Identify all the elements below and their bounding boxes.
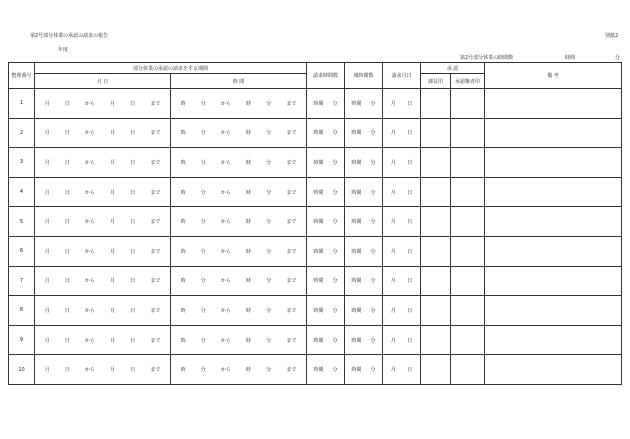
request-hours-cell[interactable]	[307, 148, 345, 178]
approver-seal-cell[interactable]	[451, 266, 485, 296]
table-row	[9, 118, 622, 148]
row-label: 分	[266, 219, 272, 226]
row-label: から	[220, 130, 231, 137]
row-label: 日	[407, 130, 413, 137]
row-label: 分	[332, 130, 338, 137]
row-label: まで	[286, 248, 297, 255]
row-label: まで	[150, 367, 161, 374]
row-number: 4	[9, 177, 35, 207]
row-label: 日	[64, 307, 70, 314]
row-label: 時間	[313, 100, 324, 107]
row-label: から	[84, 307, 95, 314]
period-date-cell[interactable]	[35, 266, 171, 296]
request-hours-cell[interactable]	[307, 296, 345, 326]
row-label: 分	[200, 159, 206, 166]
row-label: 月	[110, 100, 116, 107]
summary-label: 第2号部分休業の時間数	[460, 55, 514, 61]
supervisor-seal-cell[interactable]	[421, 266, 451, 296]
row-label: 分	[370, 130, 376, 137]
row-label: 時	[246, 100, 252, 107]
row-label: 分	[332, 337, 338, 344]
request-hours-cell[interactable]	[307, 89, 345, 119]
row-label: 分	[370, 337, 376, 344]
table-row	[9, 236, 622, 266]
row-label: 日	[407, 278, 413, 285]
row-label: 月	[390, 278, 396, 285]
row-label: 日	[130, 367, 136, 374]
row-label: 分	[266, 337, 272, 344]
row-label: 分	[370, 278, 376, 285]
row-label: 分	[200, 100, 206, 107]
row-label: 日	[130, 159, 136, 166]
row-label: 日	[130, 248, 136, 255]
row-label: 時	[180, 367, 186, 374]
row-label: 分	[370, 307, 376, 314]
row-label: 時間	[313, 159, 324, 166]
row-label: 月	[390, 130, 396, 137]
header-request-hours: 請求時間数	[307, 63, 345, 89]
request-date-cell[interactable]	[383, 325, 421, 355]
row-label: 日	[64, 159, 70, 166]
row-label: まで	[286, 100, 297, 107]
row-label: 時間	[313, 130, 324, 137]
period-time-cell[interactable]	[171, 236, 307, 266]
row-label: 日	[407, 337, 413, 344]
row-label: 時間	[313, 219, 324, 226]
row-label: まで	[150, 278, 161, 285]
row-label: 分	[370, 367, 376, 374]
row-label: 時間	[351, 219, 362, 226]
approver-seal-cell[interactable]	[451, 118, 485, 148]
row-label: 分	[200, 278, 206, 285]
row-label: 時	[180, 100, 186, 107]
remaining-hours-cell[interactable]	[345, 207, 383, 237]
supervisor-seal-cell[interactable]	[421, 296, 451, 326]
row-label: 分	[332, 219, 338, 226]
row-label: から	[220, 159, 231, 166]
row-label: 日	[64, 248, 70, 255]
period-time-cell[interactable]	[171, 177, 307, 207]
request-hours-cell[interactable]	[307, 325, 345, 355]
remaining-hours-cell[interactable]	[345, 177, 383, 207]
row-label: 分	[200, 189, 206, 196]
header-approver-seal: 承認権者印	[451, 74, 485, 89]
row-label: 時	[180, 159, 186, 166]
row-label: まで	[286, 367, 297, 374]
remarks-cell[interactable]	[485, 325, 622, 355]
row-label: から	[220, 219, 231, 226]
row-label: 分	[266, 189, 272, 196]
row-label: 日	[407, 100, 413, 107]
row-label: 分	[332, 307, 338, 314]
row-label: から	[220, 367, 231, 374]
request-hours-cell[interactable]	[307, 207, 345, 237]
row-label: 時	[246, 219, 252, 226]
row-label: まで	[150, 189, 161, 196]
request-hours-cell[interactable]	[307, 236, 345, 266]
row-label: 日	[130, 100, 136, 107]
top-right-label: 別紙2	[605, 33, 619, 39]
row-label: 月	[390, 337, 396, 344]
row-label: 日	[64, 367, 70, 374]
remaining-hours-cell[interactable]	[345, 236, 383, 266]
row-label: 月	[44, 100, 50, 107]
period-date-cell[interactable]	[35, 355, 171, 385]
row-label: 月	[44, 278, 50, 285]
approver-seal-cell[interactable]	[451, 325, 485, 355]
request-date-cell[interactable]	[383, 355, 421, 385]
row-number: 9	[9, 325, 35, 355]
row-label: 時間	[313, 367, 324, 374]
row-label: 分	[332, 159, 338, 166]
period-date-cell[interactable]	[35, 177, 171, 207]
row-label: まで	[286, 337, 297, 344]
row-label: 時	[246, 159, 252, 166]
remaining-hours-cell[interactable]	[345, 325, 383, 355]
table-row	[9, 355, 622, 385]
row-label: 時	[180, 189, 186, 196]
period-time-cell[interactable]	[171, 207, 307, 237]
row-label: 時	[180, 248, 186, 255]
remarks-cell[interactable]	[485, 148, 622, 178]
row-label: まで	[150, 100, 161, 107]
supervisor-seal-cell[interactable]	[421, 355, 451, 385]
remaining-hours-cell[interactable]	[345, 355, 383, 385]
header-time: 時 間	[171, 74, 307, 89]
row-label: 月	[390, 159, 396, 166]
row-label: から	[220, 100, 231, 107]
row-label: 日	[64, 219, 70, 226]
request-date-cell[interactable]	[383, 207, 421, 237]
row-number: 5	[9, 207, 35, 237]
row-label: 月	[390, 367, 396, 374]
row-label: から	[84, 219, 95, 226]
row-label: 時間	[313, 248, 324, 255]
row-label: 月	[110, 159, 116, 166]
row-label: 時	[180, 337, 186, 344]
row-label: まで	[150, 130, 161, 137]
row-label: 日	[130, 307, 136, 314]
table-row	[9, 89, 622, 119]
row-label: 分	[266, 367, 272, 374]
row-label: 月	[44, 159, 50, 166]
row-label: 月	[44, 248, 50, 255]
row-label: 時間	[351, 307, 362, 314]
row-label: 時	[246, 278, 252, 285]
row-label: 日	[64, 189, 70, 196]
remarks-cell[interactable]	[485, 355, 622, 385]
request-hours-cell[interactable]	[307, 355, 345, 385]
period-date-cell[interactable]	[35, 148, 171, 178]
row-label: 時	[180, 307, 186, 314]
row-label: 分	[200, 337, 206, 344]
supervisor-seal-cell[interactable]	[421, 207, 451, 237]
table-row	[9, 266, 622, 296]
remarks-cell[interactable]	[485, 296, 622, 326]
row-label: まで	[286, 278, 297, 285]
row-label: 月	[390, 248, 396, 255]
row-label: から	[84, 248, 95, 255]
row-label: 分	[200, 219, 206, 226]
approver-seal-cell[interactable]	[451, 207, 485, 237]
row-label: 時間	[351, 100, 362, 107]
supervisor-seal-cell[interactable]	[421, 118, 451, 148]
row-label: まで	[286, 189, 297, 196]
row-label: 月	[110, 337, 116, 344]
remarks-cell[interactable]	[485, 177, 622, 207]
approver-seal-cell[interactable]	[451, 89, 485, 119]
header-request-date: 請求月日	[383, 63, 421, 89]
table-row	[9, 148, 622, 178]
row-label: 時間	[313, 337, 324, 344]
approver-seal-cell[interactable]	[451, 355, 485, 385]
row-number: 3	[9, 148, 35, 178]
request-hours-cell[interactable]	[307, 177, 345, 207]
row-label: 分	[332, 248, 338, 255]
remarks-cell[interactable]	[485, 266, 622, 296]
header-remaining-hours: 残時間数	[345, 63, 383, 89]
row-label: から	[84, 100, 95, 107]
form-title: 第2号部分休業の承認の請求の報告	[30, 33, 109, 39]
row-label: から	[220, 278, 231, 285]
row-label: 分	[370, 159, 376, 166]
request-date-cell[interactable]	[383, 148, 421, 178]
period-date-cell[interactable]	[35, 296, 171, 326]
remaining-hours-cell[interactable]	[345, 266, 383, 296]
row-label: から	[84, 159, 95, 166]
row-label: 日	[407, 367, 413, 374]
remaining-hours-cell[interactable]	[345, 89, 383, 119]
supervisor-seal-cell[interactable]	[421, 148, 451, 178]
table-row	[9, 296, 622, 326]
row-label: 日	[407, 307, 413, 314]
row-label: 日	[130, 337, 136, 344]
row-label: 時	[246, 337, 252, 344]
approver-seal-cell[interactable]	[451, 296, 485, 326]
row-number: 10	[9, 355, 35, 385]
row-number: 6	[9, 236, 35, 266]
period-time-cell[interactable]	[171, 266, 307, 296]
request-report-table	[8, 62, 622, 385]
row-label: 時	[246, 130, 252, 137]
period-date-cell[interactable]	[35, 236, 171, 266]
period-time-cell[interactable]	[171, 325, 307, 355]
row-label: 時間	[351, 248, 362, 255]
row-label: 月	[44, 367, 50, 374]
row-label: 月	[390, 307, 396, 314]
header-month-day: 月 日	[35, 74, 171, 89]
request-date-cell[interactable]	[383, 89, 421, 119]
row-label: から	[220, 337, 231, 344]
row-label: から	[84, 189, 95, 196]
row-label: 分	[370, 219, 376, 226]
period-date-cell[interactable]	[35, 325, 171, 355]
summary-hours: 時間	[565, 55, 576, 61]
request-hours-cell[interactable]	[307, 266, 345, 296]
row-label: から	[84, 337, 95, 344]
row-label: 時間	[351, 189, 362, 196]
header-number: 整理番号	[9, 63, 35, 89]
summary-minutes: 分	[615, 55, 621, 61]
row-label: 分	[332, 278, 338, 285]
row-label: 分	[200, 367, 206, 374]
row-label: 月	[390, 189, 396, 196]
row-label: から	[220, 189, 231, 196]
row-label: 時	[180, 219, 186, 226]
table-row	[9, 325, 622, 355]
row-label: 分	[266, 100, 272, 107]
row-label: 月	[390, 219, 396, 226]
row-label: まで	[286, 219, 297, 226]
remarks-cell[interactable]	[485, 89, 622, 119]
request-date-cell[interactable]	[383, 236, 421, 266]
request-date-cell[interactable]	[383, 296, 421, 326]
row-label: 日	[64, 337, 70, 344]
row-label: 月	[44, 219, 50, 226]
row-label: まで	[150, 307, 161, 314]
row-label: から	[220, 307, 231, 314]
row-label: 分	[200, 130, 206, 137]
row-label: 月	[44, 130, 50, 137]
row-label: まで	[150, 337, 161, 344]
row-number: 7	[9, 266, 35, 296]
row-label: 時	[246, 248, 252, 255]
remaining-hours-cell[interactable]	[345, 148, 383, 178]
table-row	[9, 207, 622, 237]
period-date-cell[interactable]	[35, 207, 171, 237]
row-label: から	[84, 130, 95, 137]
row-label: 日	[64, 100, 70, 107]
period-time-cell[interactable]	[171, 89, 307, 119]
row-label: 月	[110, 248, 116, 255]
row-label: 時間	[351, 159, 362, 166]
fiscal-year-label: 年度	[58, 47, 69, 53]
row-label: 時間	[351, 337, 362, 344]
row-label: 時間	[351, 367, 362, 374]
row-label: まで	[150, 159, 161, 166]
row-label: 分	[200, 307, 206, 314]
supervisor-seal-cell[interactable]	[421, 236, 451, 266]
supervisor-seal-cell[interactable]	[421, 325, 451, 355]
row-label: 月	[110, 367, 116, 374]
row-number: 2	[9, 118, 35, 148]
row-label: 月	[44, 337, 50, 344]
row-label: 時	[246, 189, 252, 196]
table-row	[9, 177, 622, 207]
row-label: 月	[110, 189, 116, 196]
row-label: 時間	[351, 130, 362, 137]
row-label: から	[84, 278, 95, 285]
row-label: 時間	[313, 278, 324, 285]
row-label: 分	[200, 248, 206, 255]
period-time-cell[interactable]	[171, 148, 307, 178]
row-label: 日	[130, 189, 136, 196]
header-period: 部分休業の承認の請求をする期間	[35, 63, 307, 74]
request-date-cell[interactable]	[383, 177, 421, 207]
remaining-hours-cell[interactable]	[345, 296, 383, 326]
approver-seal-cell[interactable]	[451, 148, 485, 178]
row-label: 分	[266, 248, 272, 255]
row-label: 時	[180, 278, 186, 285]
approver-seal-cell[interactable]	[451, 177, 485, 207]
row-label: 日	[130, 130, 136, 137]
supervisor-seal-cell[interactable]	[421, 89, 451, 119]
period-time-cell[interactable]	[171, 355, 307, 385]
header-remarks: 備 考	[485, 63, 622, 89]
header-supervisor-seal: 課長印	[421, 74, 451, 89]
remaining-hours-cell[interactable]	[345, 118, 383, 148]
table-body	[9, 89, 622, 385]
row-label: 分	[370, 248, 376, 255]
row-label: 月	[390, 100, 396, 107]
row-label: 分	[332, 367, 338, 374]
row-label: 月	[44, 307, 50, 314]
row-label: 日	[64, 130, 70, 137]
row-label: 月	[110, 307, 116, 314]
row-label: 月	[110, 219, 116, 226]
header-approval: 承 認	[421, 63, 485, 74]
row-label: 日	[407, 219, 413, 226]
row-label: まで	[150, 219, 161, 226]
period-date-cell[interactable]	[35, 118, 171, 148]
request-date-cell[interactable]	[383, 118, 421, 148]
period-time-cell[interactable]	[171, 118, 307, 148]
supervisor-seal-cell[interactable]	[421, 177, 451, 207]
row-label: 時間	[313, 307, 324, 314]
row-label: 月	[110, 130, 116, 137]
period-date-cell[interactable]	[35, 89, 171, 119]
row-label: 時	[180, 130, 186, 137]
row-label: まで	[286, 307, 297, 314]
request-hours-cell[interactable]	[307, 118, 345, 148]
row-label: 時間	[351, 278, 362, 285]
row-label: まで	[150, 248, 161, 255]
row-label: 分	[266, 307, 272, 314]
row-label: 月	[44, 189, 50, 196]
row-label: 分	[266, 278, 272, 285]
row-label: まで	[286, 130, 297, 137]
row-label: から	[84, 367, 95, 374]
row-label: 月	[110, 278, 116, 285]
row-label: 日	[130, 278, 136, 285]
row-label: 日	[407, 248, 413, 255]
row-label: 分	[332, 100, 338, 107]
row-label: 分	[332, 189, 338, 196]
remarks-cell[interactable]	[485, 236, 622, 266]
remarks-cell[interactable]	[485, 207, 622, 237]
row-label: 分	[370, 189, 376, 196]
row-label: 日	[407, 189, 413, 196]
period-time-cell[interactable]	[171, 296, 307, 326]
approver-seal-cell[interactable]	[451, 236, 485, 266]
row-label: 時	[246, 307, 252, 314]
row-label: 分	[266, 130, 272, 137]
row-label: 時	[246, 367, 252, 374]
row-label: 日	[64, 278, 70, 285]
row-label: 分	[370, 100, 376, 107]
row-number: 8	[9, 296, 35, 326]
request-date-cell[interactable]	[383, 266, 421, 296]
remarks-cell[interactable]	[485, 118, 622, 148]
row-number: 1	[9, 89, 35, 119]
row-label: から	[220, 248, 231, 255]
row-label: まで	[286, 159, 297, 166]
row-label: 分	[266, 159, 272, 166]
row-label: 日	[407, 159, 413, 166]
row-label: 時間	[313, 189, 324, 196]
row-label: 日	[130, 219, 136, 226]
